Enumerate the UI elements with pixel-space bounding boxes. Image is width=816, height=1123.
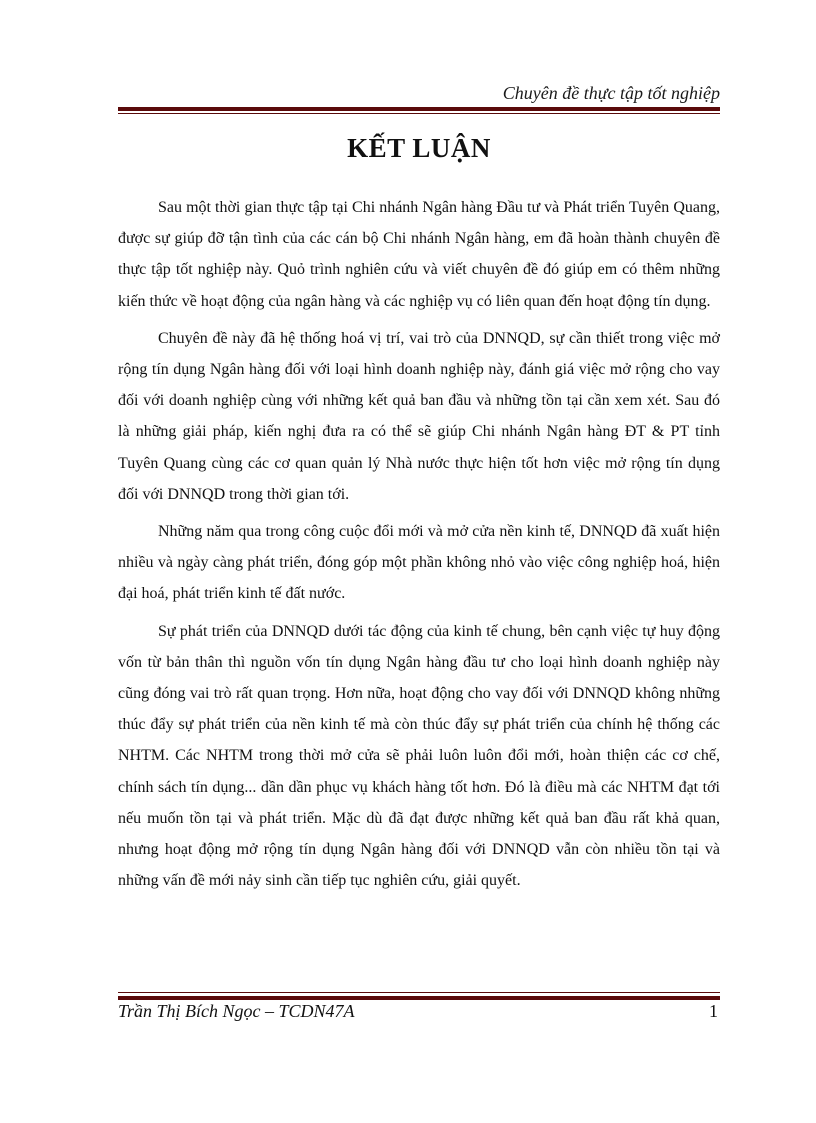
page-title: KẾT LUẬN [347, 133, 491, 163]
header-rule-thin [118, 113, 720, 114]
paragraph-1: Sau một thời gian thực tập tại Chi nhánh Ngân hàng Đầu tư và Phát triển Tuyên Quang, được sự giúp đỡ tận tình của các cán bộ Chi nhánh Ngân hàng, em đã hoàn thành chuyên đề thực tập tốt nghiệp này. Quỏ trình nghiên cứu và viết chuyên đề đó giúp em có thêm những kiến thức về hoạt động của ngân hàng và các nghiệp vụ có liên quan đến hoạt động tín dụng. [118, 199, 720, 310]
body-text [118, 192, 720, 902]
page-number: 1 [709, 1001, 718, 1021]
header-title: Chuyên đề thực tập tốt nghiệp [502, 83, 720, 103]
footer-rule-thick [118, 996, 720, 1000]
footer-author: Trần Thị Bích Ngọc – TCDN47A [118, 1001, 355, 1021]
paragraph-4: Sự phát triển của DNNQD dưới tác động của kinh tế chung, bên cạnh việc tự huy động vốn từ bản thân thì nguồn vốn tín dụng Ngân hàng đầu tư cho loại hình doanh nghiệp này cũng đóng vai trò rất quan trọng. Hơn nữa, hoạt động cho vay đối với DNNQD không những thúc đẩy sự phát triển của nền kinh tế mà còn thúc đẩy sự phát triển của chính hệ thống các NHTM. Các NHTM trong thời mở cửa sẽ phải luôn luôn đổi mới, hoàn thiện các cơ chế, chính sách tín dụng... dần dần phục vụ khách hàng tốt hơn. Đó là điều mà các NHTM đạt tới nếu muốn tồn tại và phát triển. Mặc dù đã đạt được những kết quả ban đầu rất khả quan, nhưng hoạt động mở rộng tín dụng Ngân hàng đối với DNNQD vẫn còn nhiều tồn tại và những vấn đề mới nảy sinh cần tiếp tục nghiên cứu, giải quyết. [118, 622, 720, 890]
header-rule-thick [118, 107, 720, 111]
paragraph-2: Chuyên đề này đã hệ thống hoá vị trí, vai trò của DNNQD, sự cần thiết trong việc mở rộng tín dụng Ngân hàng đối với loại hình doanh nghiệp này, đánh giá việc mở rộng cho vay đối với doanh nghiệp cùng với những kết quả ban đầu và những tồn tại cần xem xét. Sau đó là những giải pháp, kiến nghị đưa ra có thể sẽ giúp Chi nhánh Ngân hàng ĐT & PT tỉnh Tuyên Quang cùng các cơ quan quản lý Nhà nước thực hiện tốt hơn việc mở rộng tín dụng đối với DNNQD trong thời gian tới. [118, 329, 720, 503]
footer-rule-thin [118, 992, 720, 993]
paragraph-3: Những năm qua trong công cuộc đổi mới và mở cửa nền kinh tế, DNNQD đã xuất hiện nhiều và ngày càng phát triển, đóng góp một phần không nhỏ vào việc công nghiệp hoá, hiện đại hoá, phát triển kinh tế đất nước. [118, 523, 720, 603]
